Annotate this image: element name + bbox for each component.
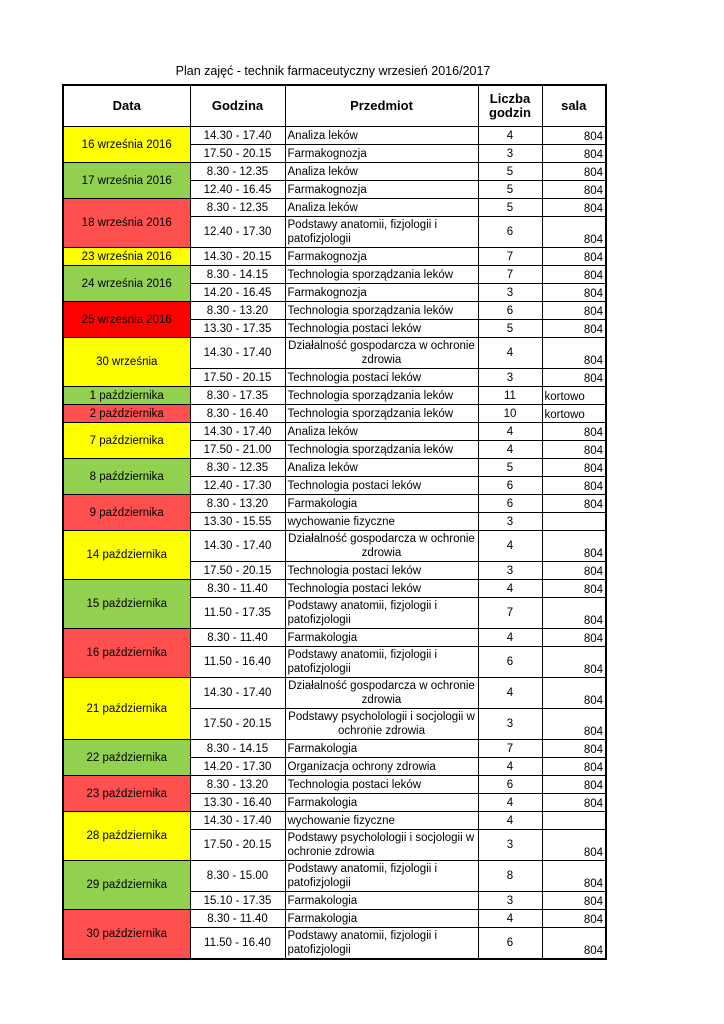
hours-cell: 3: [478, 892, 542, 910]
room-cell: 804: [542, 794, 606, 812]
hours-cell: 5: [478, 199, 542, 217]
subject-cell: Technologia postaci leków: [285, 369, 478, 387]
time-cell: 8.30 - 17.35: [190, 387, 285, 405]
subject-cell: Farmakologia: [285, 892, 478, 910]
date-cell: 16 października: [63, 629, 190, 678]
subject-cell: Podstawy anatomii, fizjologii i patofizjologii: [285, 647, 478, 678]
hours-cell: 6: [478, 928, 542, 959]
room-cell: 804: [542, 199, 606, 217]
date-cell: 15 października: [63, 580, 190, 629]
table-row: [63, 423, 606, 441]
time-cell: 17.50 - 20.15: [190, 709, 285, 740]
hours-cell: 6: [478, 302, 542, 320]
room-cell: 804: [542, 441, 606, 459]
time-cell: 17.50 - 20.15: [190, 369, 285, 387]
room-cell: 804: [542, 459, 606, 477]
room-cell: 804: [542, 830, 606, 861]
time-cell: 12.40 - 17.30: [190, 477, 285, 495]
hours-cell: 3: [478, 145, 542, 163]
subject-cell: Analiza leków: [285, 459, 478, 477]
table-row: [63, 387, 606, 405]
time-cell: 8.30 - 15.00: [190, 861, 285, 892]
table-row: [63, 459, 606, 477]
table-row: [63, 405, 606, 423]
subject-cell: Technologia postaci leków: [285, 580, 478, 598]
time-cell: 8.30 - 14.15: [190, 740, 285, 758]
hours-cell: 4: [478, 441, 542, 459]
date-cell: 28 października: [63, 812, 190, 861]
time-cell: 8.30 - 11.40: [190, 580, 285, 598]
hours-cell: 5: [478, 163, 542, 181]
hours-cell: 3: [478, 830, 542, 861]
room-cell: 804: [542, 861, 606, 892]
time-cell: 8.30 - 12.35: [190, 163, 285, 181]
hours-cell: 7: [478, 598, 542, 629]
subject-cell: Technologia postaci leków: [285, 562, 478, 580]
hours-cell: 5: [478, 320, 542, 338]
room-cell: 804: [542, 302, 606, 320]
room-cell: 804: [542, 580, 606, 598]
time-cell: 8.30 - 11.40: [190, 910, 285, 928]
hours-cell: 3: [478, 562, 542, 580]
room-cell: 804: [542, 163, 606, 181]
hours-cell: 10: [478, 405, 542, 423]
date-cell: 14 października: [63, 531, 190, 580]
room-cell: 804: [542, 145, 606, 163]
room-cell: 804: [542, 740, 606, 758]
room-cell: 804: [542, 477, 606, 495]
room-cell: 804: [542, 709, 606, 740]
room-cell: 804: [542, 127, 606, 145]
subject-cell: Farmakognozja: [285, 181, 478, 199]
time-cell: 8.30 - 11.40: [190, 629, 285, 647]
subject-cell: Farmakognozja: [285, 145, 478, 163]
room-cell: 804: [542, 338, 606, 369]
time-cell: 14.30 - 17.40: [190, 531, 285, 562]
table-row: [63, 266, 606, 284]
subject-cell: Działalność gospodarcza w ochronie zdrowia: [285, 338, 478, 369]
time-cell: 14.30 - 17.40: [190, 678, 285, 709]
subject-cell: Podstawy psycholologii i socjologii w ochronie zdrowia: [285, 709, 478, 740]
room-cell: 804: [542, 423, 606, 441]
room-cell: 804: [542, 531, 606, 562]
date-cell: 30 października: [63, 910, 190, 959]
date-cell: 22 października: [63, 740, 190, 776]
subject-cell: Farmakologia: [285, 740, 478, 758]
subject-cell: Farmakologia: [285, 629, 478, 647]
subject-cell: Podstawy anatomii, fizjologii i patofizjologii: [285, 598, 478, 629]
time-cell: 17.50 - 21.00: [190, 441, 285, 459]
subject-cell: Farmakognozja: [285, 248, 478, 266]
date-cell: 24 września 2016: [63, 266, 190, 302]
room-cell: 804: [542, 369, 606, 387]
room-cell: 804: [542, 598, 606, 629]
subject-cell: Działalność gospodarcza w ochronie zdrowia: [285, 531, 478, 562]
table-row: [63, 910, 606, 928]
hours-cell: 4: [478, 127, 542, 145]
room-cell: 804: [542, 562, 606, 580]
subject-cell: Technologia sporządzania leków: [285, 302, 478, 320]
hours-cell: 5: [478, 459, 542, 477]
room-cell: 804: [542, 910, 606, 928]
subject-cell: Działalność gospodarcza w ochronie zdrowia: [285, 678, 478, 709]
time-cell: 8.30 - 13.20: [190, 776, 285, 794]
room-cell: 804: [542, 776, 606, 794]
subject-cell: Analiza leków: [285, 199, 478, 217]
time-cell: 14.30 - 17.40: [190, 423, 285, 441]
subject-cell: Farmakognozja: [285, 284, 478, 302]
header-subject: Przedmiot: [285, 85, 478, 127]
room-cell: 804: [542, 266, 606, 284]
table-row: [63, 776, 606, 794]
room-cell: kortowo: [542, 405, 606, 423]
hours-cell: 3: [478, 369, 542, 387]
page-title: Plan zajęć - technik farmaceutyczny wrzesień 2016/2017: [175, 64, 491, 78]
time-cell: 8.30 - 16.40: [190, 405, 285, 423]
hours-cell: 4: [478, 580, 542, 598]
hours-cell: 6: [478, 776, 542, 794]
header-date: Data: [63, 85, 190, 127]
time-cell: 17.50 - 20.15: [190, 145, 285, 163]
schedule-table: [62, 84, 607, 960]
subject-cell: Farmakologia: [285, 794, 478, 812]
hours-cell: 6: [478, 495, 542, 513]
time-cell: 13.30 - 16.40: [190, 794, 285, 812]
time-cell: 14.30 - 17.40: [190, 812, 285, 830]
date-cell: 2 października: [63, 405, 190, 423]
subject-cell: wychowanie fizyczne: [285, 812, 478, 830]
time-cell: 8.30 - 13.20: [190, 495, 285, 513]
room-cell: 804: [542, 284, 606, 302]
room-cell: 804: [542, 217, 606, 248]
room-cell: 804: [542, 647, 606, 678]
time-cell: 13.30 - 15.55: [190, 513, 285, 531]
subject-cell: Podstawy anatomii, fizjologii i patofizjologii: [285, 861, 478, 892]
subject-cell: Organizacja ochrony zdrowia: [285, 758, 478, 776]
room-cell: 804: [542, 248, 606, 266]
hours-cell: 3: [478, 709, 542, 740]
room-cell: 804: [542, 928, 606, 959]
hours-cell: 4: [478, 678, 542, 709]
hours-cell: 6: [478, 477, 542, 495]
room-cell: [542, 513, 606, 531]
hours-cell: 3: [478, 284, 542, 302]
date-cell: 18 września 2016: [63, 199, 190, 248]
date-cell: 30 września: [63, 338, 190, 387]
time-cell: 14.20 - 17.30: [190, 758, 285, 776]
header-time: Godzina: [190, 85, 285, 127]
time-cell: 14.30 - 17.40: [190, 127, 285, 145]
time-cell: 17.50 - 20.15: [190, 562, 285, 580]
date-cell: 1 października: [63, 387, 190, 405]
time-cell: 8.30 - 14.15: [190, 266, 285, 284]
time-cell: 12.40 - 16.45: [190, 181, 285, 199]
schedule-body: [63, 127, 606, 959]
date-cell: 23 października: [63, 776, 190, 812]
time-cell: 11.50 - 17.35: [190, 598, 285, 629]
time-cell: 11.50 - 16.40: [190, 647, 285, 678]
hours-cell: 7: [478, 266, 542, 284]
table-row: [63, 302, 606, 320]
time-cell: 8.30 - 12.35: [190, 459, 285, 477]
time-cell: 15.10 - 17.35: [190, 892, 285, 910]
date-cell: 16 września 2016: [63, 127, 190, 163]
subject-cell: Podstawy psycholologii i socjologii w ochronie zdrowia: [285, 830, 478, 861]
table-row: [63, 199, 606, 217]
subject-cell: Podstawy anatomii, fizjologii i patofizjologii: [285, 217, 478, 248]
subject-cell: Farmakologia: [285, 495, 478, 513]
time-cell: 12.40 - 17.30: [190, 217, 285, 248]
date-cell: 9 października: [63, 495, 190, 531]
header-hours: Liczba godzin: [478, 85, 542, 127]
table-row: [63, 678, 606, 709]
room-cell: 804: [542, 495, 606, 513]
table-row: [63, 861, 606, 892]
subject-cell: Technologia postaci leków: [285, 477, 478, 495]
table-row: [63, 812, 606, 830]
subject-cell: Podstawy anatomii, fizjologii i patofizjologii: [285, 928, 478, 959]
date-cell: 29 października: [63, 861, 190, 910]
hours-cell: 11: [478, 387, 542, 405]
table-row: [63, 740, 606, 758]
room-cell: [542, 812, 606, 830]
room-cell: 804: [542, 892, 606, 910]
subject-cell: Technologia postaci leków: [285, 776, 478, 794]
subject-cell: Technologia sporządzania leków: [285, 405, 478, 423]
time-cell: 14.20 - 16.45: [190, 284, 285, 302]
table-row: [63, 495, 606, 513]
hours-cell: 6: [478, 217, 542, 248]
subject-cell: Technologia sporządzania leków: [285, 387, 478, 405]
hours-cell: 4: [478, 531, 542, 562]
time-cell: 14.30 - 20.15: [190, 248, 285, 266]
date-cell: 21 października: [63, 678, 190, 740]
subject-cell: Analiza leków: [285, 423, 478, 441]
date-cell: 7 października: [63, 423, 190, 459]
subject-cell: Farmakologia: [285, 910, 478, 928]
time-cell: 17.50 - 20.15: [190, 830, 285, 861]
table-row: [63, 127, 606, 145]
subject-cell: Technologia sporządzania leków: [285, 441, 478, 459]
subject-cell: Technologia postaci leków: [285, 320, 478, 338]
hours-cell: 3: [478, 513, 542, 531]
hours-cell: 4: [478, 758, 542, 776]
room-cell: 804: [542, 758, 606, 776]
time-cell: 13.30 - 17.35: [190, 320, 285, 338]
room-cell: 804: [542, 181, 606, 199]
time-cell: 14.30 - 17.40: [190, 338, 285, 369]
subject-cell: Analiza leków: [285, 163, 478, 181]
date-cell: 23 września 2016: [63, 248, 190, 266]
hours-cell: 4: [478, 423, 542, 441]
date-cell: 8 października: [63, 459, 190, 495]
hours-cell: 4: [478, 338, 542, 369]
room-cell: 804: [542, 629, 606, 647]
room-cell: 804: [542, 678, 606, 709]
subject-cell: Technologia sporządzania leków: [285, 266, 478, 284]
hours-cell: 5: [478, 181, 542, 199]
header-room: sala: [542, 85, 606, 127]
hours-cell: 7: [478, 740, 542, 758]
date-cell: 25 września 2016: [63, 302, 190, 338]
hours-cell: 8: [478, 861, 542, 892]
header-row: [63, 85, 606, 127]
time-cell: 8.30 - 13.20: [190, 302, 285, 320]
room-cell: 804: [542, 320, 606, 338]
time-cell: 11.50 - 16.40: [190, 928, 285, 959]
hours-cell: 4: [478, 794, 542, 812]
subject-cell: wychowanie fizyczne: [285, 513, 478, 531]
hours-cell: 7: [478, 248, 542, 266]
room-cell: kortowo: [542, 387, 606, 405]
hours-cell: 4: [478, 812, 542, 830]
hours-cell: 4: [478, 910, 542, 928]
table-row: [63, 580, 606, 598]
hours-cell: 4: [478, 629, 542, 647]
hours-cell: 6: [478, 647, 542, 678]
subject-cell: Analiza leków: [285, 127, 478, 145]
date-cell: 17 września 2016: [63, 163, 190, 199]
table-row: [63, 338, 606, 369]
table-row: [63, 629, 606, 647]
time-cell: 8.30 - 12.35: [190, 199, 285, 217]
table-row: [63, 163, 606, 181]
table-row: [63, 531, 606, 562]
table-row: [63, 248, 606, 266]
